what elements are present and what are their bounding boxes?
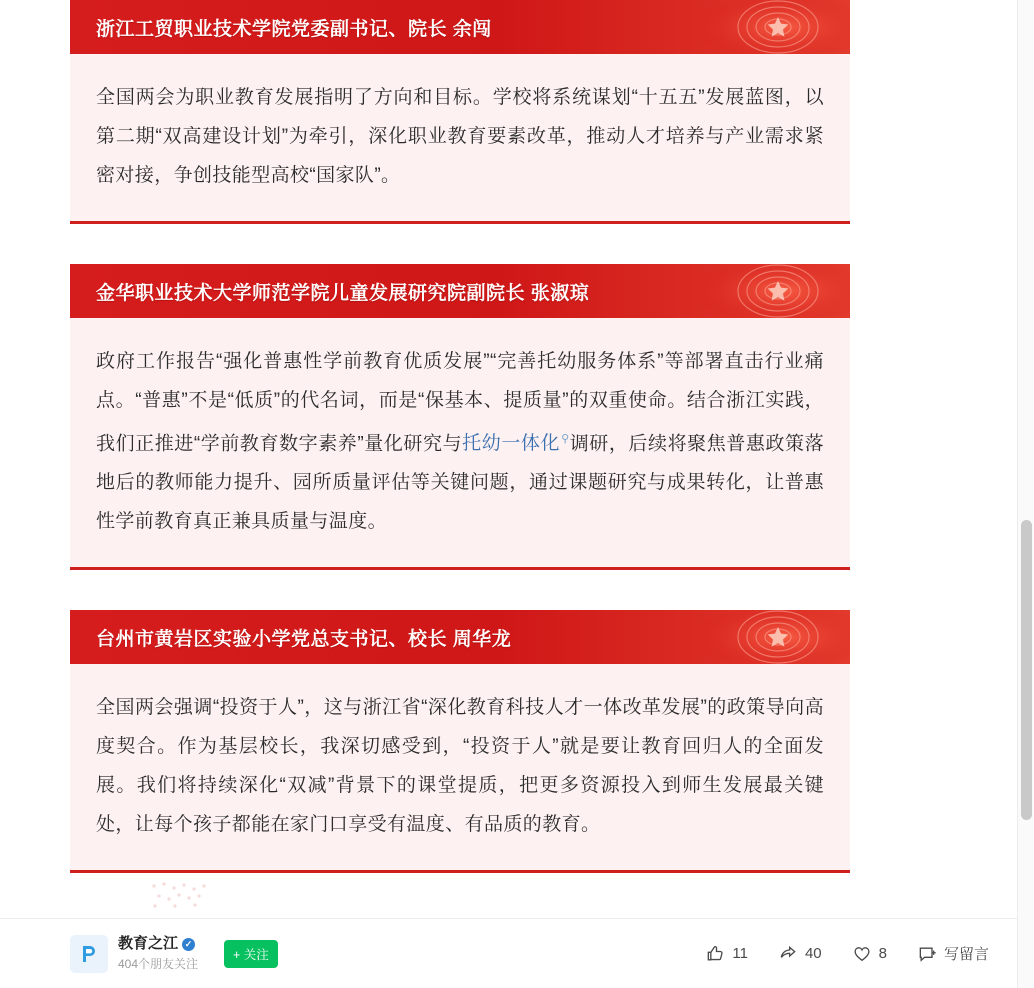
verified-badge-icon: ✓ (182, 938, 195, 951)
keyword-link[interactable]: 托幼一体化 (462, 433, 561, 455)
search-icon[interactable]: ⚲ (561, 433, 570, 445)
seal-decoration-icon (700, 610, 850, 664)
account-name: 教育之江 (118, 935, 179, 953)
comment-action[interactable] (917, 943, 989, 964)
action-bar (705, 943, 989, 964)
like-action[interactable] (705, 944, 748, 964)
quote-card-header (70, 610, 850, 664)
quote-text-part-2: 调研，后续将聚焦普惠政策落地后的教师能力提升、园所质量评估等关键问题，通过课题研究与成果转化，让普惠性学前教育真正兼具质量与温度。 (96, 433, 825, 533)
quote-card-body (70, 318, 850, 570)
scrollbar-thumb[interactable] (1021, 520, 1032, 820)
account-block[interactable] (70, 935, 278, 973)
quote-paragraph: 全国两会为职业教育发展指明了方向和目标。学校将系统谋划“十五五”发展蓝图，以第二期“双高建设计划”为牵引，深化职业教育要素改革，推动人才培养与产业需求紧密对接，争创技能型高校“国家队”。 (96, 87, 824, 186)
quote-card-title: 金华职业技术大学师范学院儿童发展研究院副院长 张淑琼 (96, 282, 590, 304)
quote-paragraph (96, 342, 824, 541)
share-action[interactable] (778, 944, 822, 964)
quote-card (70, 610, 850, 873)
favorite-count: 8 (878, 945, 887, 962)
comment-icon (917, 944, 937, 964)
quote-card-body (70, 664, 850, 873)
share-icon (778, 944, 798, 964)
quote-card-title: 台州市黄岩区实验小学党总支书记、校长 周华龙 (96, 628, 512, 650)
heart-icon (852, 944, 872, 964)
logo-icon (77, 942, 101, 966)
account-text (118, 935, 198, 972)
thumbs-up-icon (705, 944, 725, 964)
quote-card-body (70, 54, 850, 224)
comment-label: 写留言 (943, 946, 989, 963)
like-count: 11 (732, 945, 748, 962)
favorite-action[interactable] (852, 944, 887, 964)
quote-paragraph: 全国两会强调“投资于人”，这与浙江省“深化教育科技人才一体改革发展”的政策导向高度契合。作为基层校长，我深切感受到，“投资于人”就是要让教育回归人的全面发展。我们将持续深化“双减”背景下的课堂提质，把更多资源投入到师生发展最关键处，让每个孩子都能在家门口享受有温度、有品质的教育。 (96, 697, 824, 836)
seal-decoration-icon (700, 0, 850, 54)
quote-card-title: 浙江工贸职业技术学院党委副书记、院长 余闯 (96, 18, 492, 40)
avatar[interactable] (70, 935, 108, 973)
account-name-row (118, 935, 198, 954)
follow-button[interactable]: + 关注 (224, 940, 278, 968)
share-count: 40 (804, 945, 822, 962)
article-footer (0, 918, 1017, 988)
scrollbar[interactable] (1017, 0, 1034, 988)
quote-card (70, 0, 850, 224)
dot-pattern-decoration (150, 880, 210, 910)
quote-card-header (70, 0, 850, 54)
followers-count: 404个朋友关注 (118, 956, 199, 971)
seal-decoration-icon (700, 264, 850, 318)
quote-card-header (70, 264, 850, 318)
quote-text-part-1: 政府工作报告“强化普惠性学前教育优质发展”“完善托幼服务体系”等部署直击行业痛点。“普惠”不是“低质”的代名词，而是“保基本、提质量”的双重使命。结合浙江实践，我们正推进“学前教育数字素养”量化研究与 (96, 351, 824, 455)
quote-card (70, 264, 850, 570)
